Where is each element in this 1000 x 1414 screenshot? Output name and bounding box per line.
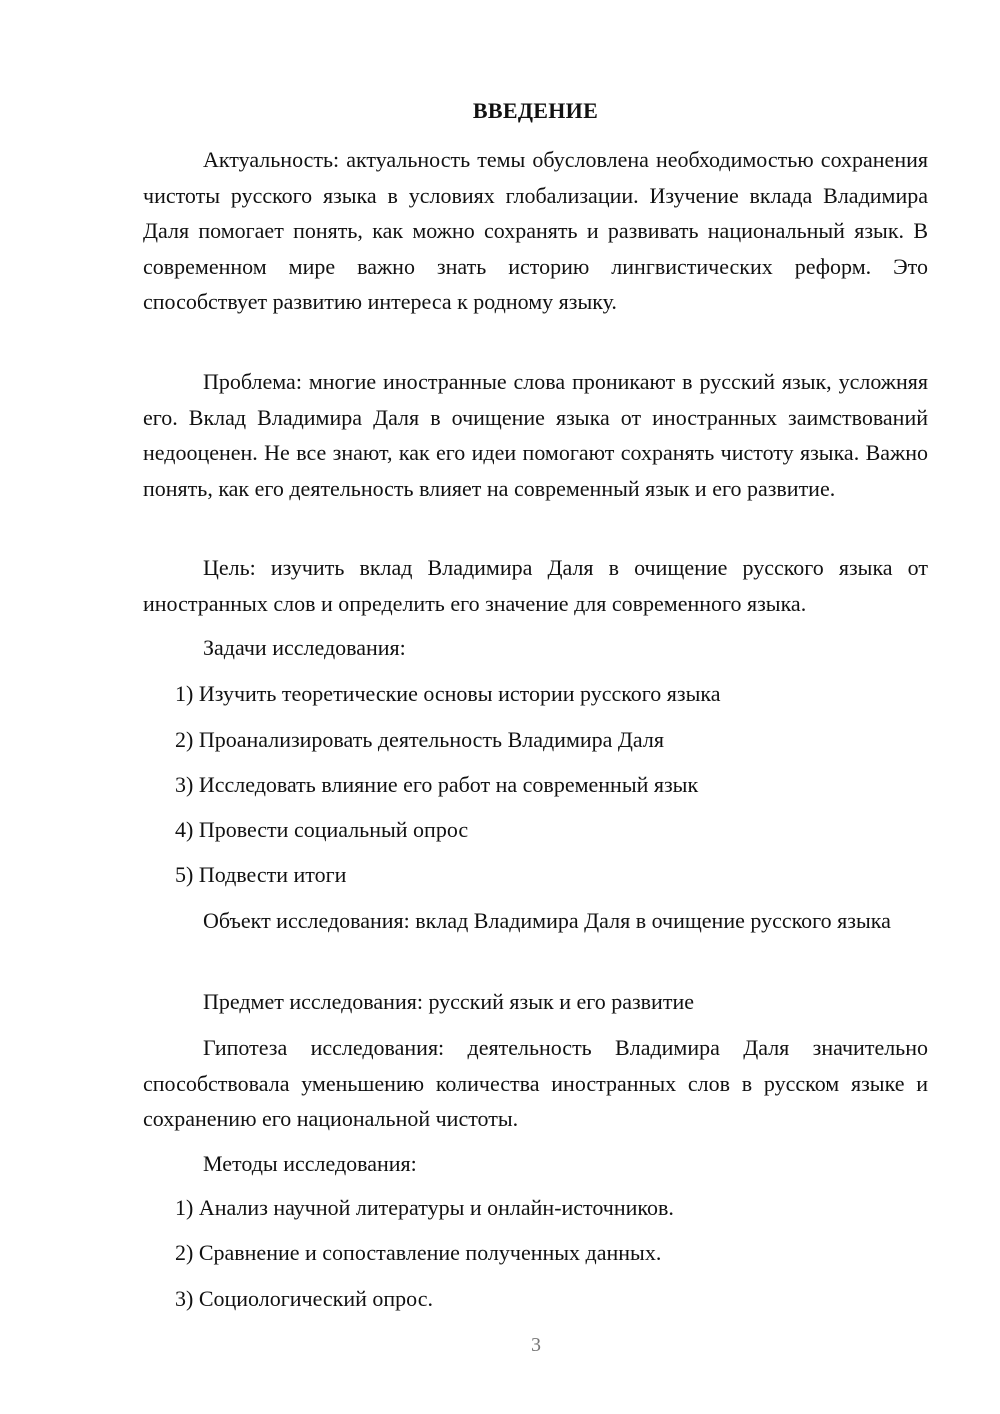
paragraph-relevance: Актуальность: актуальность темы обусловлена необходимостью сохранения чистоты русского языка в условиях глобализации. Изучение вклада Владимира Даля помогает понять, как можно сохранять и развивать национальный язык. В современном мире важно знать историю лингвистических реформ. Это способствует развитию интереса к родному языку. <box>143 147 928 314</box>
page-title: ВВЕДЕНИЕ <box>472 98 599 123</box>
paragraph-goal: Цель: изучить вклад Владимира Даля в очищение русского языка от иностранных слов и определить его значение для современного языка. <box>143 555 928 616</box>
paragraph-hypothesis: Гипотеза исследования: деятельность Владимира Даля значительно способствовала уменьшению количества иностранных слов в русском языке и сохранению его национальной чистоты. <box>143 1035 928 1131</box>
tasks-heading: Задачи исследования: <box>203 635 406 660</box>
task-item-3: 3) Исследовать влияние его работ на современный язык <box>175 772 699 797</box>
methods-heading: Методы исследования: <box>203 1151 417 1176</box>
method-item-2: 2) Сравнение и сопоставление полученных данных. <box>175 1240 662 1265</box>
task-item-4: 4) Провести социальный опрос <box>175 817 469 842</box>
paragraph-subject: Предмет исследования: русский язык и его развитие <box>203 989 694 1014</box>
page-number: 3 <box>531 1334 541 1356</box>
paragraph-problem: Проблема: многие иностранные слова проникают в русский язык, усложняя его. Вклад Владимира Даля в очищение языка от иностранных заимствований недооценен. Не все знают, как его идеи помогают сохранять чистоту языка. Важно понять, как его деятельность влияет на современный язык и его развитие. <box>143 369 928 501</box>
task-item-5: 5) Подвести итоги <box>175 862 347 887</box>
task-item-1: 1) Изучить теоретические основы истории русского языка <box>175 681 721 706</box>
paragraph-object: Объект исследования: вклад Владимира Даля в очищение русского языка <box>203 908 891 933</box>
method-item-3: 3) Социологический опрос. <box>175 1286 433 1311</box>
task-item-2: 2) Проанализировать деятельность Владимира Даля <box>175 727 664 752</box>
method-item-1: 1) Анализ научной литературы и онлайн-источников. <box>175 1195 674 1220</box>
